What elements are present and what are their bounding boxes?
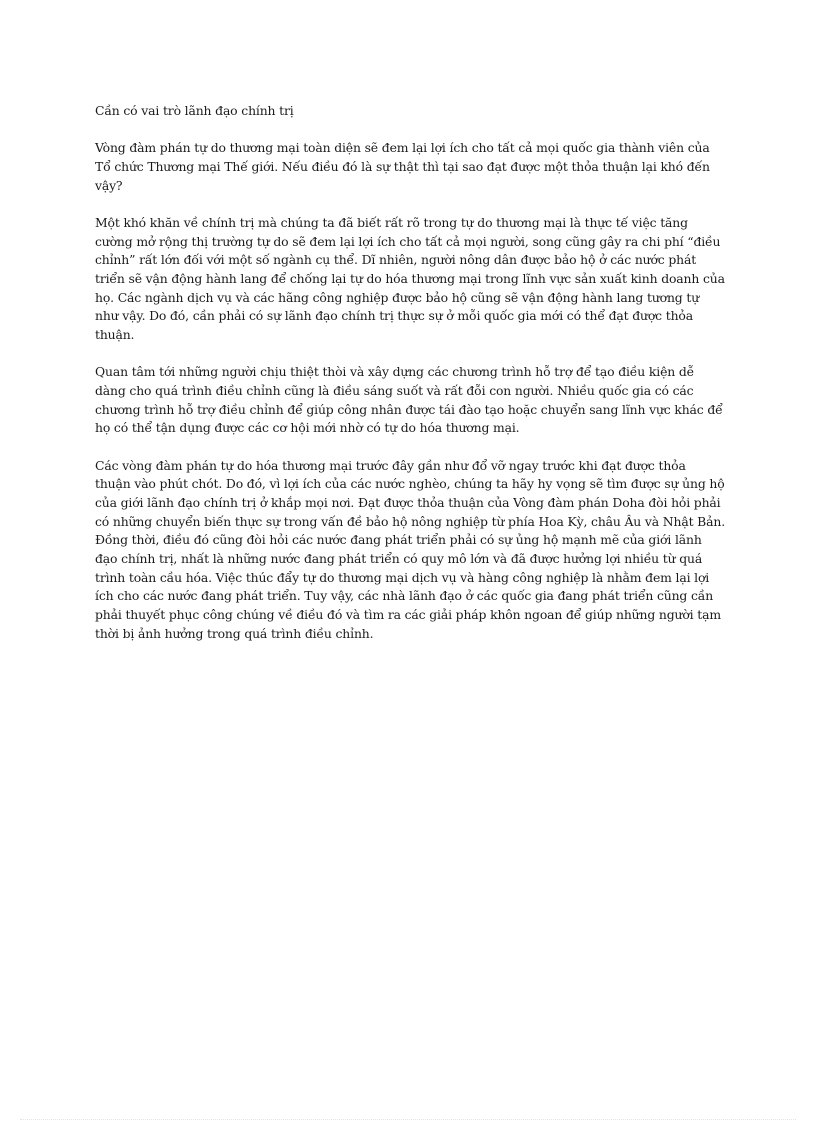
paragraph-4: Các vòng đàm phán tự do hóa thương mại trước đây gần như đổ vỡ ngay trước khi đạt được thỏa thuận vào phút chót. Do đó, vì lợi ích của các nước nghèo, chúng ta hãy hy vọng sẽ tìm được sự ủng hộ của giới lãnh đạo chính trị ở khắp mọi nơi. Đạt được thỏa thuận của Vòng đàm phán Doha đòi hỏi phải có những chuyển biến thực sự trong vấn đề bảo hộ nông nghiệp từ phía Hoa Kỳ, châu Âu và Nhật Bản. Đồng thời, điều đó cũng đòi hỏi các nước đang phát triển phải có sự ủng hộ mạnh mẽ của giới lãnh đạo chính trị, nhất là những nước đang phát triển có quy mô lớn và đã được hưởng lợi nhiều từ quá trình toàn cầu hóa. Việc thúc đẩy tự do thương mại dịch vụ và hàng công nghiệp là nhằm đem lại lợi ích cho các nước đang phát triển. Tuy vậy, các nhà lãnh đạo ở các quốc gia đang phát triển cũng cần phải thuyết phục công chúng về điều đó và tìm ra các giải pháp khôn ngoan để giúp những người tạm thời bị ảnh hưởng trong quá trình điều chỉnh.: [95, 457, 725, 641]
paragraph-3: Quan tâm tới những người chịu thiệt thòi và xây dựng các chương trình hỗ trợ để tạo điều kiện dễ dàng cho quá trình điều chỉnh cũng là điều sáng suốt và rất đỗi con người. Nhiều quốc gia có các chương trình hỗ trợ điều chỉnh để giúp công nhân được tái đào tạo hoặc chuyển sang lĩnh vực khác để họ có thể tận dụng được các cơ hội mới nhờ có tự do hóa thương mại.: [95, 364, 723, 436]
document-heading: Cần có vai trò lãnh đạo chính trị: [95, 103, 294, 118]
paragraph-2: Một khó khăn về chính trị mà chúng ta đã biết rất rõ trong tự do thương mại là thực tế việc tăng cường mở rộng thị trường tự do sẽ đem lại lợi ích cho tất cả mọi người, song cũng gây ra chi phí “điều chỉnh” rất lớn đối với một số ngành cụ thể. Dĩ nhiên, người nông dân được bảo hộ ở các nước phát triển sẽ vận động hành lang để chống lại tự do hóa thương mại trong lĩnh vực sản xuất kinh doanh của họ. Các ngành dịch vụ và các hãng công nghiệp được bảo hộ cũng sẽ vận động hành lang tương tự như vậy. Do đó, cần phải có sự lãnh đạo chính trị thực sự ở mỗi quốc gia mới có thể đạt được thỏa thuận.: [95, 214, 725, 343]
document-body: [95, 102, 725, 662]
page-bottom-divider: [20, 1119, 796, 1120]
paragraph-1: Vòng đàm phán tự do thương mại toàn diện sẽ đem lại lợi ích cho tất cả mọi quốc gia thành viên của Tổ chức Thương mại Thế giới. Nếu điều đó là sự thật thì tại sao đạt được một thỏa thuận lại khó đến vậy?: [95, 140, 710, 193]
